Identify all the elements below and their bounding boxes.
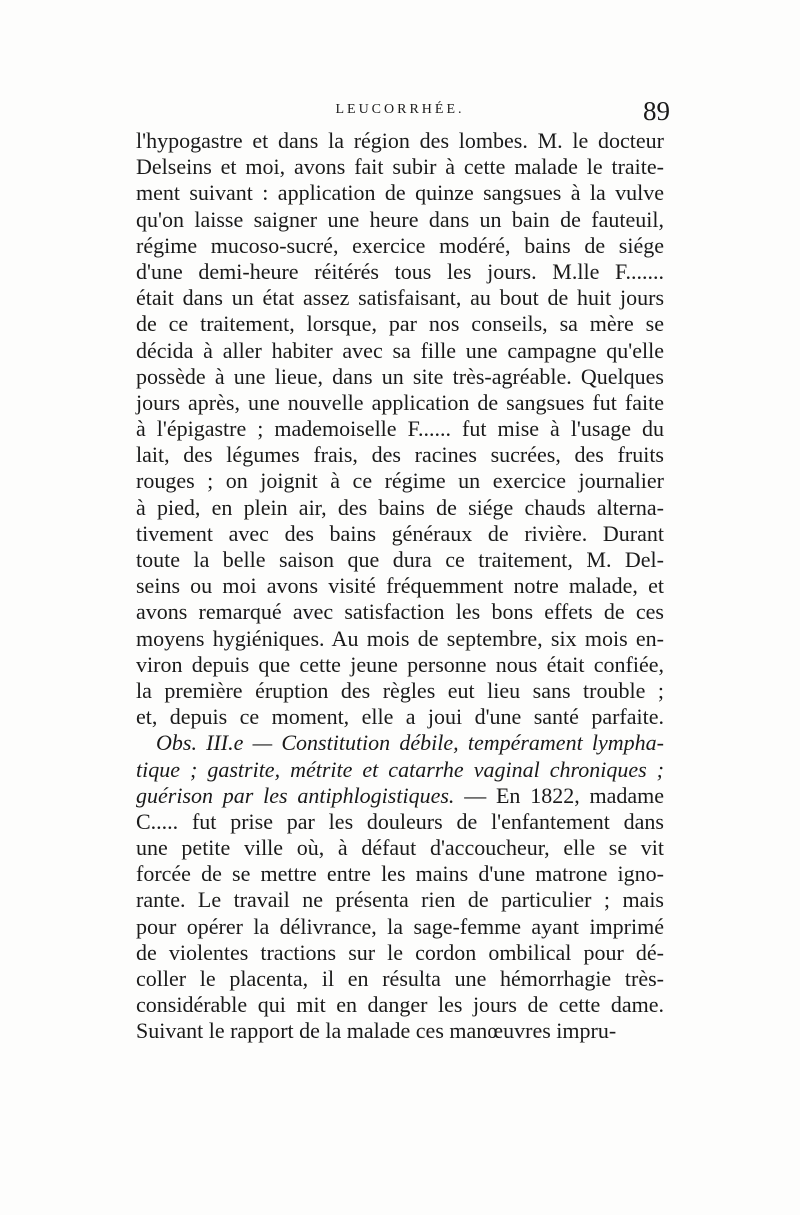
text-segment: rouges ; on joignit à ce régime un exercice journalier [136,468,664,494]
text-line [136,442,664,468]
italic-text-segment: Obs. III.e — Constitution débile, tempérament lympha- [156,730,664,756]
text-segment: à pied, en plein air, des bains de siége chauds alterna- [136,494,664,520]
italic-text-segment: tique ; gastrite, métrite et catarrhe vaginal chroniques ; [136,756,664,782]
page-header [130,98,670,128]
text-line [136,154,664,180]
text-line [136,730,664,756]
text-line [136,311,664,337]
page-number: 89 [643,96,670,126]
text-line [136,207,664,233]
text-segment: à l'épigastre ; mademoiselle F...... fut mise à l'usage du [136,416,664,442]
text-segment: viron depuis que cette jeune personne nous était confiée, [136,651,664,677]
text-segment: lait, des légumes frais, des racines sucrées, des fruits [136,442,664,468]
text-segment: rante. Le travail ne présenta rien de particulier ; mais [136,887,664,913]
italic-text-segment: guérison par les antiphlogistiques. [136,782,455,808]
text-segment: qu'on laisse saigner une heure dans un bain de fauteuil, [136,206,664,232]
text-line [136,914,664,940]
text-segment: de ce traitement, lorsque, par nos conseils, sa mère se [136,311,664,337]
text-line [136,704,664,730]
text-segment: décida à aller habiter avec sa fille une campagne qu'elle [136,337,664,363]
text-line [136,285,664,311]
text-line [136,992,664,1018]
text-segment: considérable qui mit en danger les jours de cette dame. [136,992,664,1018]
running-head: LEUCORRHÉE. [335,102,465,117]
text-segment: ment suivant : application de quinze sangsues à la vulve [136,180,664,206]
text-segment: coller le placenta, il en résulta une hémorrhagie très- [136,966,664,991]
text-line [136,861,664,887]
text-segment: — En 1822, madame [454,782,664,808]
text-line [136,416,664,442]
text-segment: régime mucoso-sucré, exercice modéré, bains de siége [136,232,664,258]
text-segment: d'une demi-heure réitérés tous les jours. M.lle F....... [136,258,664,284]
text-line [136,468,664,494]
text-segment: Delseins et moi, avons fait subir à cette malade le traite- [136,154,664,180]
text-line [136,1018,664,1044]
text-line [136,338,664,364]
text-line [136,757,664,783]
text-line [136,599,664,625]
text-line [136,966,664,992]
text-segment: la première éruption des règles eut lieu sans trouble ; [136,677,664,703]
text-line [136,521,664,547]
text-line [136,390,664,416]
text-line [136,233,664,259]
text-segment: forcée de se mettre entre les mains d'une matrone igno- [136,861,664,887]
text-line [136,626,664,652]
text-segment: moyens hygiéniques. Au mois de septembre, six mois en- [136,625,664,651]
text-segment: une petite ville où, à défaut d'accoucheur, elle se vit [136,835,664,861]
text-segment: toute la belle saison que dura ce traitement, M. Del- [136,547,664,572]
text-line [136,180,664,206]
text-line [136,573,664,599]
text-line [136,678,664,704]
text-line [136,364,664,390]
text-segment: tivement avec des bains généraux de rivière. Durant [136,520,664,546]
text-line [136,887,664,913]
text-segment: et, depuis ce moment, elle a joui d'une santé parfaite. [136,704,664,730]
text-segment: pour opérer la délivrance, la sage-femme ayant imprimé [136,913,664,939]
text-segment: l'hypogastre et dans la région des lombes. M. le docteur [136,128,664,153]
body-text [136,128,664,1045]
text-line [136,835,664,861]
text-segment: C..... fut prise par les douleurs de l'enfantement dans [136,808,664,834]
text-line [136,652,664,678]
text-segment: était dans un état assez satisfaisant, au bout de huit jours [136,285,664,311]
text-segment: seins ou moi avons visité fréquemment notre malade, et [136,573,664,599]
text-line [136,809,664,835]
text-line [136,495,664,521]
text-line [136,259,664,285]
text-line [136,940,664,966]
text-segment: Suivant le rapport de la malade ces manœuvres impru- [136,1018,617,1044]
text-segment: avons remarqué avec satisfaction les bons effets de ces [136,599,664,625]
text-line [136,547,664,573]
text-line [136,128,664,154]
text-segment: jours après, une nouvelle application de sangsues fut faite [136,389,664,415]
text-segment: de violentes tractions sur le cordon ombilical pour dé- [136,939,664,965]
text-line [136,783,664,809]
text-segment: possède à une lieue, dans un site très-agréable. Quelques [136,363,664,389]
